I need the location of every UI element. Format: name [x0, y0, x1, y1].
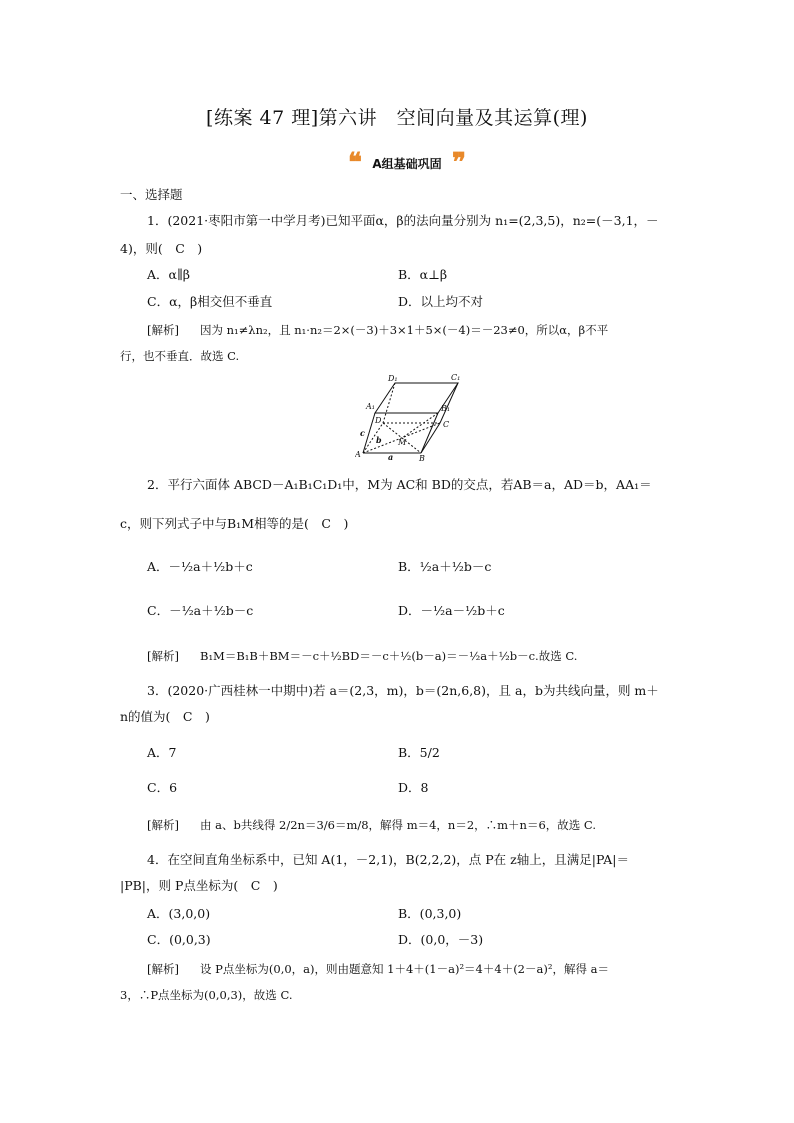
q4-option-d: D．(0,0，－3) [398, 932, 484, 947]
q2-stem-line2: c，则下列式子中与B₁M相等的是( C ) [120, 516, 349, 531]
q2-stem-line1: 2．平行六面体 ABCD－A₁B₁C₁D₁中，M为 AC和 BD的交点，若AB＝a，AD＝b，AA₁＝ [147, 477, 652, 492]
parallelepiped-figure [355, 373, 460, 461]
q3-solution-label: [解析] [147, 818, 179, 832]
q4-solution-label: [解析] [147, 962, 179, 976]
q1-stem-line1: 1．(2021·枣阳市第一中学月考)已知平面α，β的法向量分别为 n₁=(2,3,5)，n₂=(－3,1，－ [147, 213, 659, 228]
q2-option-b: B．½a＋½b－c [398, 559, 492, 574]
q1-solution-line2: 行，也不垂直．故选 C. [120, 349, 240, 363]
section-heading: 一、选择题 [120, 187, 183, 202]
q3-stem-line2: n的值为( C ) [120, 709, 210, 724]
label-c: C [443, 420, 450, 429]
label-d1: D₁ [388, 374, 398, 383]
label-b1: B₁ [441, 404, 451, 413]
q4-option-a: A．(3,0,0) [147, 906, 211, 921]
label-a1: A₁ [366, 402, 375, 411]
page-title: [练案 47 理]第六讲 空间向量及其运算(理) [206, 107, 588, 129]
q3-option-b: B．5/2 [398, 745, 440, 760]
q1-stem-line2: 4)，则( C ) [120, 241, 203, 256]
q4-stem-line2: |PB|，则 P点坐标为( C ) [120, 878, 278, 893]
q1-option-a: A．α∥β [147, 267, 190, 282]
right-quote-icon: ❞ [452, 148, 466, 178]
q1-option-b: B．α⊥β [398, 267, 448, 282]
q4-option-c: C．(0,0,3) [147, 932, 211, 947]
label-d: D [375, 416, 382, 425]
label-vec-b: b [376, 435, 382, 445]
q3-option-d: D．8 [398, 780, 429, 795]
q4-stem-line1: 4．在空间直角坐标系中，已知 A(1，－2,1)，B(2,2,2)，点 P在 z轴上，且满足|PA|＝ [147, 852, 629, 867]
label-b: B [419, 454, 425, 461]
q4-solution-line2: 3，∴P点坐标为(0,0,3)，故选 C. [120, 988, 293, 1002]
q3-stem-line1: 3．(2020·广西桂林一中期中)若 a＝(2,3，m)，b＝(2n,6,8)，且 a，b为共线向量，则 m＋ [147, 683, 659, 698]
q3-option-a: A．7 [147, 745, 177, 760]
q1-solution-label: [解析] [147, 323, 179, 337]
label-m: M [398, 438, 407, 447]
left-quote-icon: ❝ [348, 148, 362, 178]
q2-solution-label: [解析] [147, 649, 179, 663]
q2-solution-line1: B₁M＝B₁B＋BM＝－c＋½BD＝－c＋½(b－a)＝－½a＋½b－c.故选 C. [200, 649, 578, 663]
q4-option-b: B．(0,3,0) [398, 906, 462, 921]
q2-option-a: A．－½a＋½b＋c [147, 559, 253, 574]
q2-option-d: D．－½a－½b＋c [398, 603, 505, 618]
q3-solution-line1: 由 a、b共线得 2/2n＝3/6＝m/8，解得 m＝4，n＝2，∴m＋n＝6，故选 C. [200, 818, 596, 832]
badge-label: A组基础巩固 [372, 157, 442, 171]
label-vec-c: c [360, 428, 365, 438]
label-vec-a: a [388, 452, 394, 461]
q2-option-c: C．－½a＋½b－c [147, 603, 254, 618]
section-badge [342, 148, 472, 178]
q1-solution-line1: 因为 n₁≠λn₂，且 n₁·n₂＝2×(－3)＋3×1＋5×(－4)＝－23≠0，所以α，β不平 [200, 323, 609, 337]
q1-option-c: C．α，β相交但不垂直 [147, 294, 273, 309]
q3-option-c: C．6 [147, 780, 178, 795]
q1-option-d: D．以上均不对 [398, 294, 484, 309]
label-c1: C₁ [451, 373, 460, 382]
q4-solution-line1: 设 P点坐标为(0,0，a)，则由题意知 1＋4＋(1－a)²＝4＋4＋(2－a)²，解得 a＝ [200, 962, 609, 976]
label-a: A [355, 450, 361, 459]
